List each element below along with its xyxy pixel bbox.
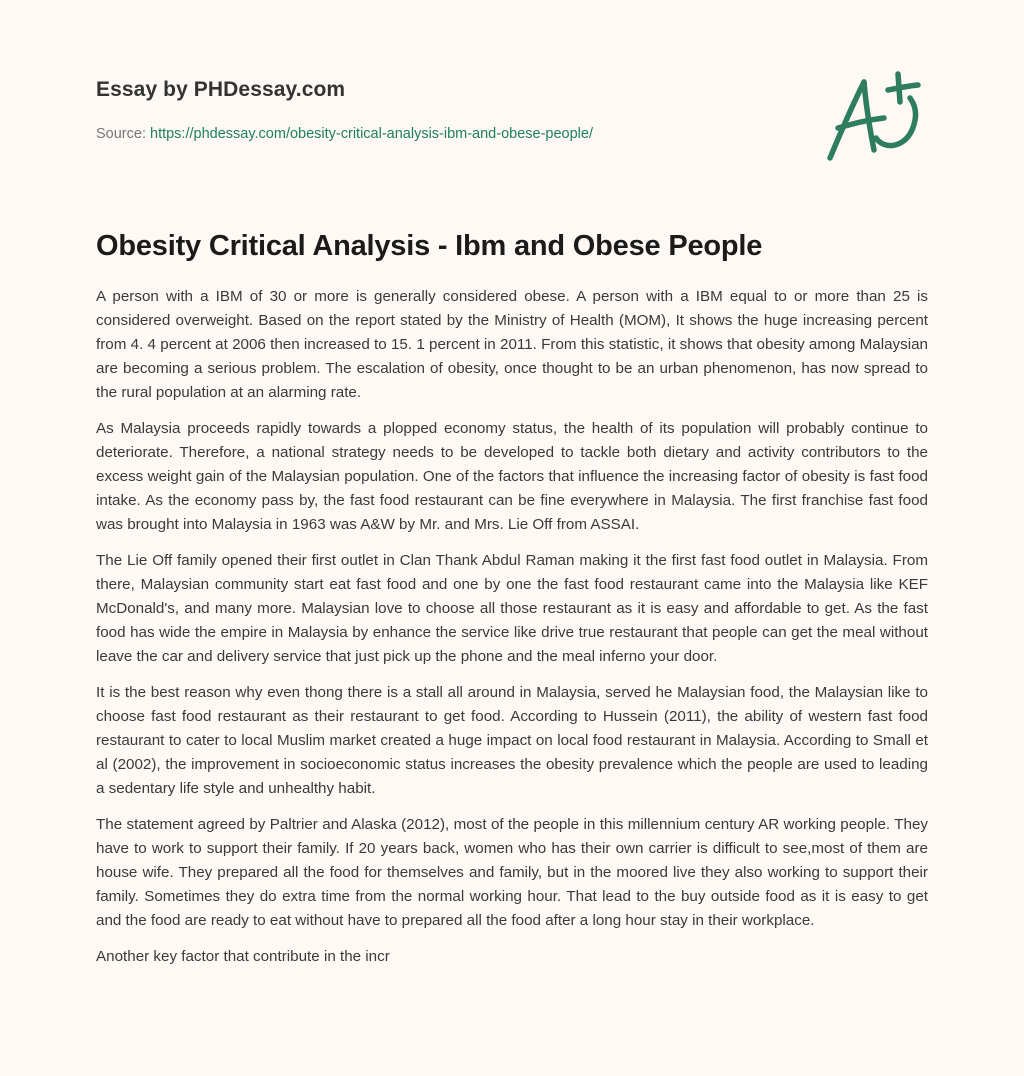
site-title: Essay by PHDessay.com (96, 78, 346, 101)
essay-paragraph: The statement agreed by Paltrier and Alaska (2012), most of the people in this millennium century AR working people. They have to work to support their family. If 20 years back, women who has their own carrier is difficult to see,most of them are house wife. They prepared all the food for themselves and family, but in the moored live they also working to support their family. Sometimes they do extra time from the normal working hour. That lead to the buy outside food as it is easy to get and the food are ready to eat without have to prepared all the food after a long hour stay in their workplace. (96, 816, 928, 929)
source-label: Source: (96, 126, 150, 142)
a-plus-grade-icon (818, 66, 934, 166)
page-header (96, 74, 928, 142)
essay-paragraph: A person with a IBM of 30 or more is generally considered obese. A person with a IBM equal to or more than 25 is considered overweight. Based on the report stated by the Ministry of Health (MOM), It shows the huge increasing percent from 4. 4 percent at 2006 then increased to 15. 1 percent in 2011. From this statistic, it shows that obesity among Malaysian are becoming a serious problem. The escalation of obesity, once thought to be an urban phenomenon, has now spread to the rural population at an alarming rate. (96, 288, 928, 401)
essay-paragraph: It is the best reason why even thong there is a stall all around in Malaysia, served he Malaysian food, the Malaysian like to choose fast food restaurant as their restaurant to get food. According to Hussein (2011), the ability of western fast food restaurant to cater to local Muslim market created a huge impact on local food restaurant in Malaysia. According to Small et al (2002), the improvement in socioeconomic status increases the obesity prevalence which the people are used to leading a sedentary life style and unhealthy habit. (96, 684, 928, 797)
essay-body (96, 285, 928, 981)
essay-paragraph: The Lie Off family opened their first outlet in Clan Thank Abdul Raman making it the first fast food outlet in Malaysia. From there, Malaysian community start eat fast food and one by one the fast food restaurant came into the Malaysia like KEF McDonald's, and many more. Malaysian love to choose all those restaurant as it is easy and affordable to get. As the fast food has wide the empire in Malaysia by enhance the service like drive true restaurant that people can get the meal without leave the car and delivery service that just pick up the phone and the meal inferno your door. (96, 552, 928, 665)
essay-paragraph-truncated: Another key factor that contribute in the incr (96, 948, 390, 965)
essay-title: Obesity Critical Analysis - Ibm and Obese People (96, 230, 763, 262)
essay-paragraph: As Malaysia proceeds rapidly towards a plopped economy status, the health of its population will probably continue to deteriorate. Therefore, a national strategy needs to be developed to tackle both dietary and activity contributors to the excess weight gain of the Malaysian population. One of the factors that influence the increasing factor of obesity is fast food intake. As the economy pass by, the fast food restaurant can be fine everywhere in Malaysia. The first franchise fast food was brought into Malaysia in 1963 was A&W by Mr. and Mrs. Lie Off from ASSAI. (96, 420, 928, 533)
source-link[interactable]: https://phdessay.com/obesity-critical-analysis-ibm-and-obese-people/ (150, 126, 593, 142)
source-line (96, 124, 593, 144)
